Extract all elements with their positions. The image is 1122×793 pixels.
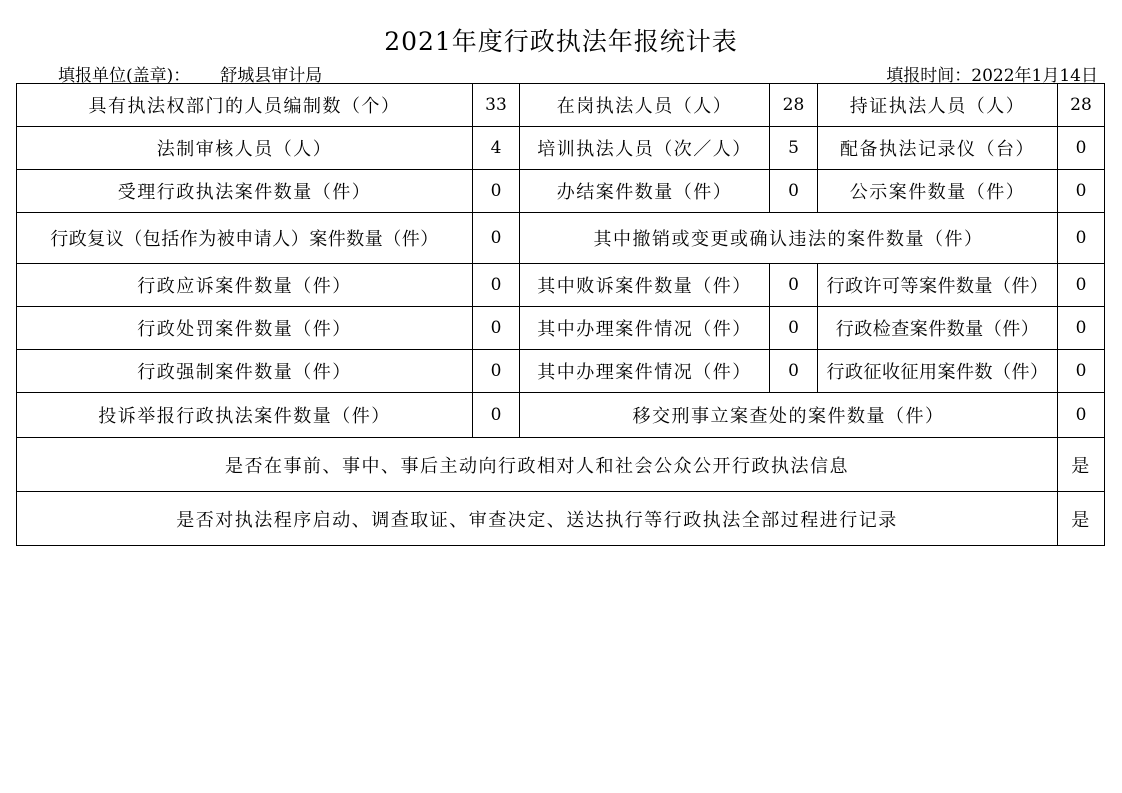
accepted-cases-label: 受理行政执法案件数量（件）	[17, 170, 473, 213]
table-row	[17, 492, 1105, 546]
trained-officers-value: 5	[770, 127, 818, 170]
closed-cases-value: 0	[770, 170, 818, 213]
complaint-cases-label: 投诉举报行政执法案件数量（件）	[17, 393, 473, 438]
process-recording-label: 是否对执法程序启动、调查取证、审查决定、送达执行等行政执法全部过程进行记录	[17, 492, 1058, 546]
table-row	[17, 307, 1105, 350]
criminal-transfer-cases-value: 0	[1058, 393, 1105, 438]
litigation-cases-value: 0	[473, 264, 520, 307]
license-cases-value: 0	[1058, 264, 1105, 307]
coercion-cases-value: 0	[473, 350, 520, 393]
expropriation-cases-label: 行政征收征用案件数（件）	[818, 350, 1058, 393]
certified-officers-value: 28	[1058, 84, 1105, 127]
criminal-transfer-cases-label: 移交刑事立案查处的案件数量（件）	[520, 393, 1058, 438]
inspection-cases-value: 0	[1058, 307, 1105, 350]
report-title: 2021年度行政执法年报统计表	[384, 27, 738, 56]
table-row	[17, 213, 1105, 264]
legal-review-staff-value: 4	[473, 127, 520, 170]
revoked-cases-value: 0	[1058, 213, 1105, 264]
filing-unit-label: 填报单位(盖章)：	[58, 66, 191, 86]
staff-quota-value: 33	[473, 84, 520, 127]
on-duty-officers-label: 在岗执法人员（人）	[520, 84, 770, 127]
published-cases-value: 0	[1058, 170, 1105, 213]
table-row	[17, 438, 1105, 492]
penalty-handled-value: 0	[770, 307, 818, 350]
table-row	[17, 127, 1105, 170]
penalty-handled-label: 其中办理案件情况（件）	[520, 307, 770, 350]
filing-date-value: 2022年1月14日	[971, 66, 1098, 86]
coercion-cases-label: 行政强制案件数量（件）	[17, 350, 473, 393]
info-disclosure-value: 是	[1058, 438, 1105, 492]
admin-review-cases-label: 行政复议（包括作为被申请人）案件数量（件）	[17, 213, 473, 264]
admin-review-cases-value: 0	[473, 213, 520, 264]
coercion-handled-label: 其中办理案件情况（件）	[520, 350, 770, 393]
lost-cases-value: 0	[770, 264, 818, 307]
published-cases-label: 公示案件数量（件）	[818, 170, 1058, 213]
penalty-cases-label: 行政处罚案件数量（件）	[17, 307, 473, 350]
filing-date-label: 填报时间：	[886, 66, 972, 86]
coercion-handled-value: 0	[770, 350, 818, 393]
trained-officers-label: 培训执法人员（次／人）	[520, 127, 770, 170]
table-row	[17, 84, 1105, 127]
staff-quota-label: 具有执法权部门的人员编制数（个）	[17, 84, 473, 127]
legal-review-staff-label: 法制审核人员（人）	[17, 127, 473, 170]
table-row	[17, 393, 1105, 438]
closed-cases-label: 办结案件数量（件）	[520, 170, 770, 213]
filing-unit-name: 舒城县审计局	[220, 66, 323, 86]
recorders-value: 0	[1058, 127, 1105, 170]
table-row	[17, 350, 1105, 393]
certified-officers-label: 持证执法人员（人）	[818, 84, 1058, 127]
lost-cases-label: 其中败诉案件数量（件）	[520, 264, 770, 307]
complaint-cases-value: 0	[473, 393, 520, 438]
expropriation-cases-value: 0	[1058, 350, 1105, 393]
license-cases-label: 行政许可等案件数量（件）	[818, 264, 1058, 307]
penalty-cases-value: 0	[473, 307, 520, 350]
report-table	[16, 83, 1105, 546]
table-row	[17, 264, 1105, 307]
litigation-cases-label: 行政应诉案件数量（件）	[17, 264, 473, 307]
recorders-label: 配备执法记录仪（台）	[818, 127, 1058, 170]
table-row	[17, 170, 1105, 213]
revoked-cases-label: 其中撤销或变更或确认违法的案件数量（件）	[520, 213, 1058, 264]
process-recording-value: 是	[1058, 492, 1105, 546]
on-duty-officers-value: 28	[770, 84, 818, 127]
inspection-cases-label: 行政检查案件数量（件）	[818, 307, 1058, 350]
accepted-cases-value: 0	[473, 170, 520, 213]
info-disclosure-label: 是否在事前、事中、事后主动向行政相对人和社会公众公开行政执法信息	[17, 438, 1058, 492]
